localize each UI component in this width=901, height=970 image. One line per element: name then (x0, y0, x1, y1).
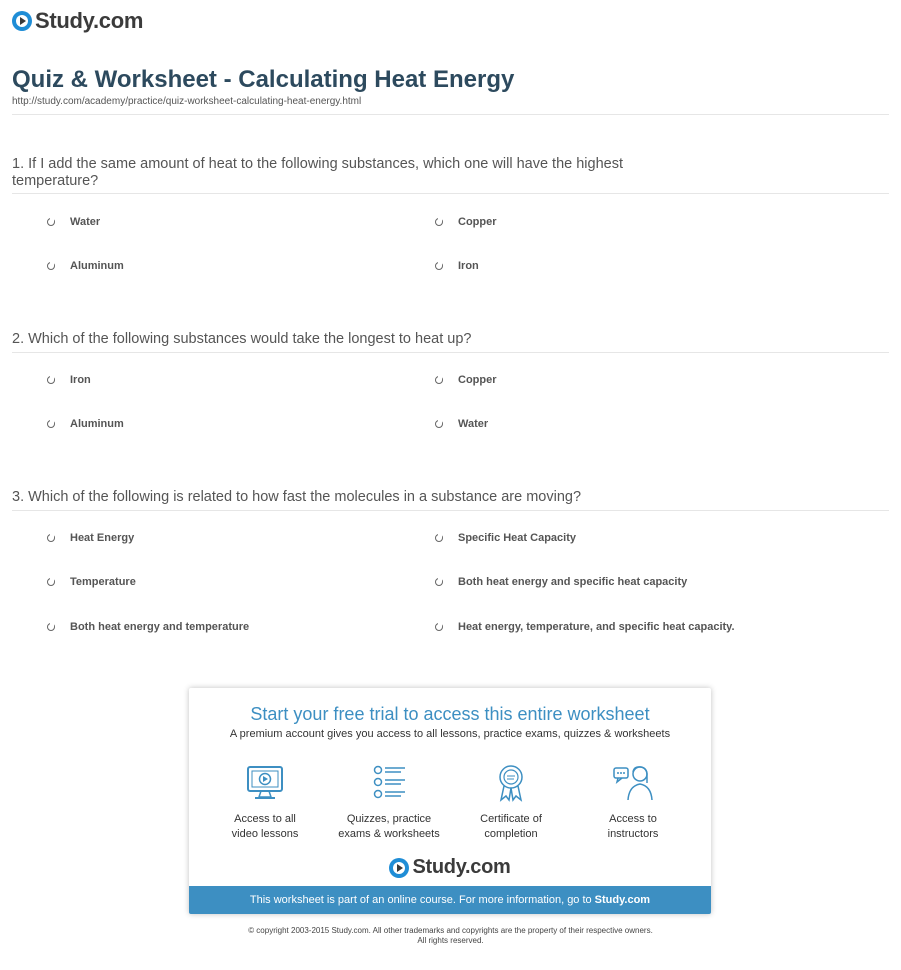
promo-subtitle: A premium account gives you access to all lessons, practice exams, quizzes & worksheets (229, 728, 671, 740)
q1-option-iron[interactable] (435, 260, 479, 272)
study-logo[interactable] (12, 8, 143, 34)
radio-button[interactable] (435, 578, 443, 586)
logo-text: Study.com (35, 8, 144, 33)
option-label: Specific Heat Capacity (458, 532, 576, 544)
play-circle-icon (12, 11, 32, 31)
page-title: Quiz & Worksheet - Calculating Heat Energy (12, 66, 515, 93)
page-url: http://study.com/academy/practice/quiz-worksheet-calculating-heat-energy.html (12, 96, 362, 107)
radio-button[interactable] (435, 376, 443, 384)
option-label: Iron (458, 260, 479, 272)
q3-option-specific-heat-capacity[interactable] (435, 532, 576, 544)
radio-button[interactable] (435, 534, 443, 542)
radio-button[interactable] (47, 420, 55, 428)
promo-title[interactable]: Start your free trial to access this entire worksheet (250, 704, 650, 724)
divider (12, 352, 889, 353)
feature-video-lessons (205, 764, 325, 842)
radio-button[interactable] (47, 262, 55, 270)
divider (12, 193, 889, 194)
q1-option-aluminum[interactable] (47, 260, 124, 272)
option-label: Water (70, 216, 101, 228)
question-1-text: 1. If I add the same amount of heat to the following substances, which one will have the highest temperature? (12, 156, 623, 189)
option-label: Aluminum (70, 418, 124, 430)
option-label: Copper (458, 216, 497, 228)
banner-text: This worksheet is part of an online course. For more information, go to (249, 894, 592, 906)
q2-option-iron[interactable] (47, 374, 91, 386)
option-label: Temperature (70, 576, 136, 588)
banner-link[interactable]: Study.com (594, 894, 651, 906)
certificate-ribbon-icon (491, 764, 531, 802)
feature-label: Access to instructors (607, 813, 659, 840)
q3-option-heat-energy[interactable] (47, 532, 134, 544)
radio-button[interactable] (435, 623, 443, 631)
play-circle-icon (389, 858, 409, 878)
instructor-chat-icon (613, 764, 653, 802)
feature-label: Access to all video lessons (231, 813, 299, 840)
q3-option-heat-and-temperature[interactable] (47, 621, 249, 633)
option-label: Aluminum (70, 260, 124, 272)
option-label: Heat energy, temperature, and specific heat capacity. (458, 621, 735, 633)
q2-option-copper[interactable] (435, 374, 497, 386)
radio-button[interactable] (47, 623, 55, 631)
feature-label: Certificate of completion (480, 813, 542, 840)
copyright-line: © copyright 2003-2015 Study.com. All other trademarks and copyrights are the property of their respective owners. (248, 926, 653, 935)
course-info-banner (189, 886, 711, 914)
q3-option-temperature[interactable] (47, 576, 136, 588)
option-label: Water (458, 418, 489, 430)
copyright-footer (0, 926, 901, 946)
question-2-text: 2. Which of the following substances would take the longest to heat up? (12, 331, 472, 347)
option-label: Copper (458, 374, 497, 386)
divider (12, 114, 889, 115)
q3-option-all-three[interactable] (435, 621, 735, 633)
radio-button[interactable] (435, 218, 443, 226)
q2-option-aluminum[interactable] (47, 418, 124, 430)
feature-instructors (573, 764, 693, 842)
option-label: Both heat energy and specific heat capacity (458, 576, 688, 588)
q1-option-copper[interactable] (435, 216, 497, 228)
radio-button[interactable] (47, 218, 55, 226)
q2-option-water[interactable] (435, 418, 488, 430)
q1-option-water[interactable] (47, 216, 100, 228)
radio-button[interactable] (435, 420, 443, 428)
feature-certificate (451, 764, 571, 842)
q3-option-heat-and-capacity[interactable] (435, 576, 687, 588)
question-3-text: 3. Which of the following is related to how fast the molecules in a substance are moving? (12, 489, 582, 505)
video-monitor-icon (245, 764, 285, 802)
radio-button[interactable] (47, 534, 55, 542)
free-trial-promo (189, 688, 711, 914)
option-label: Both heat energy and temperature (70, 621, 250, 633)
feature-quizzes (329, 764, 449, 842)
logo-text: Study.com (412, 856, 511, 878)
divider (12, 510, 889, 511)
option-label: Heat Energy (70, 532, 135, 544)
feature-label: Quizzes, practice exams & worksheets (338, 813, 440, 840)
radio-button[interactable] (47, 376, 55, 384)
option-label: Iron (70, 374, 91, 386)
radio-button[interactable] (47, 578, 55, 586)
promo-study-logo[interactable] (189, 856, 711, 879)
radio-button[interactable] (435, 262, 443, 270)
rights-line: All rights reserved. (417, 936, 484, 945)
checklist-icon (369, 764, 409, 802)
